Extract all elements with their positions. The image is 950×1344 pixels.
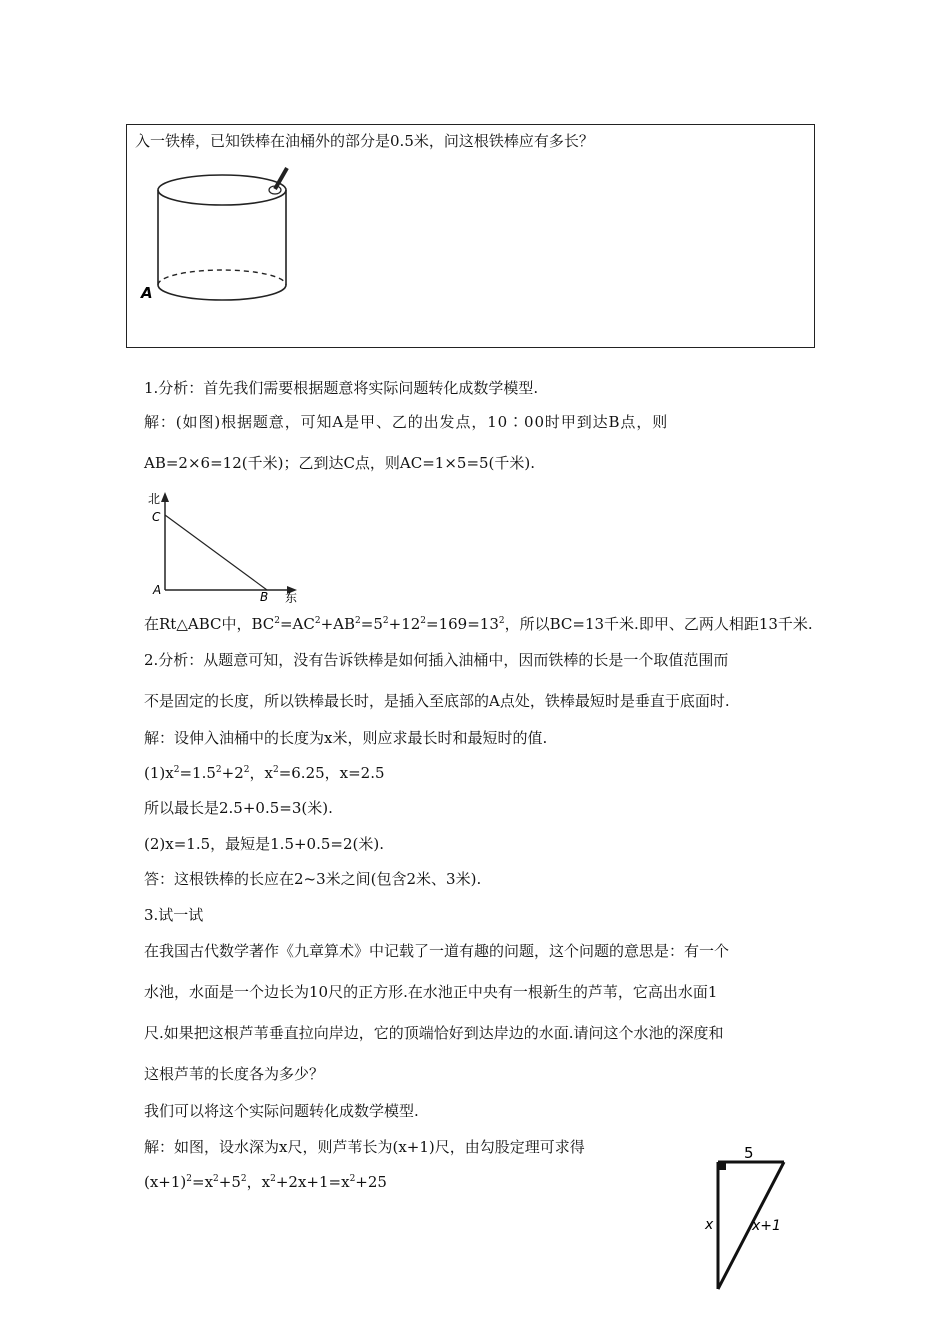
- section-3-title: 3.试一试: [144, 906, 204, 924]
- analysis-2-line2: 不是固定的长度，所以铁棒最长时，是插入至底部的A点处，铁棒最短时是垂直于底面时.: [144, 692, 730, 710]
- problem-3-line3: 尺.如果把这根芦苇垂直拉向岸边，它的顶端恰好到达岸边的水面.请问这个水池的深度和: [144, 1024, 724, 1042]
- solution-2-intro: 解：设伸入油桶中的长度为x米，则应求最长时和最短时的值.: [144, 729, 548, 747]
- hypotenuse-label: x+1: [752, 1218, 781, 1234]
- point-b-label: B: [260, 590, 269, 604]
- solution-3-line: 解：如图，设水深为x尺，则芦苇长为(x+1)尺，由勾股定理可求得: [144, 1138, 585, 1156]
- answer-2: 答：这根铁棒的长应在2~3米之间(包含2米、3米).: [144, 870, 482, 888]
- solution-1-line2: AB=2×6=12(千米)；乙到达C点，则AC=1×5=5(千米).: [144, 454, 536, 472]
- conclusion-1: 在Rt△ABC中，$BC^2=AC^2+AB^2=5^2+12^2=169=13^2$，所以BC=13千米.即甲、乙两人相距13千米.: [144, 615, 813, 633]
- max-length-line: 所以最长是2.5+0.5=3(米).: [144, 799, 333, 817]
- direction-diagram: [145, 490, 305, 605]
- oil-barrel-figure: [137, 163, 337, 313]
- analysis-2-line1: 2.分析：从题意可知，没有告诉铁棒是如何插入油桶中，因而铁棒的长是一个取值范围而: [144, 651, 729, 669]
- equation-3: $(x+1)^2=x^2+5^2$，$x^2+2x+1=x^2+25$: [144, 1173, 387, 1191]
- point-a-label: A: [141, 284, 153, 302]
- point-c-label: C: [152, 510, 161, 524]
- problem-text: 入一铁棒，已知铁棒在油桶外的部分是0.5米，问这根铁棒应有多长？: [135, 132, 594, 150]
- east-label: 东: [285, 591, 298, 605]
- side-x-label: x: [705, 1217, 714, 1233]
- min-length-line: (2)x=1.5，最短是1.5+0.5=2(米).: [144, 835, 384, 853]
- point-a-label: A: [153, 583, 162, 597]
- analysis-1: 1.分析：首先我们需要根据题意将实际问题转化成数学模型.: [144, 379, 539, 397]
- solution-1-line1: 解：(如图)根据题意，可知A是甲、乙的出发点，10∶00时甲到达B点，则: [144, 413, 669, 431]
- side-5-label: 5: [744, 1144, 754, 1162]
- problem-3-line1: 在我国古代数学著作《九章算术》中记载了一道有趣的问题，这个问题的意思是：有一个: [144, 942, 730, 960]
- problem-3-line2: 水池，水面是一个边长为10尺的正方形.在水池正中央有一根新生的芦苇，它高出水面1: [144, 983, 718, 1001]
- problem-3-line4: 这根芦苇的长度各为多少？: [144, 1065, 325, 1083]
- reed-triangle-diagram: [700, 1142, 810, 1297]
- model-line: 我们可以将这个实际问题转化成数学模型.: [144, 1102, 419, 1120]
- equation-1: $(1)x^2=1.5^2+2^2$，$x^2=6.25$，x=2.5: [144, 764, 385, 782]
- north-label: 北: [148, 492, 161, 506]
- problem-box: [126, 124, 815, 348]
